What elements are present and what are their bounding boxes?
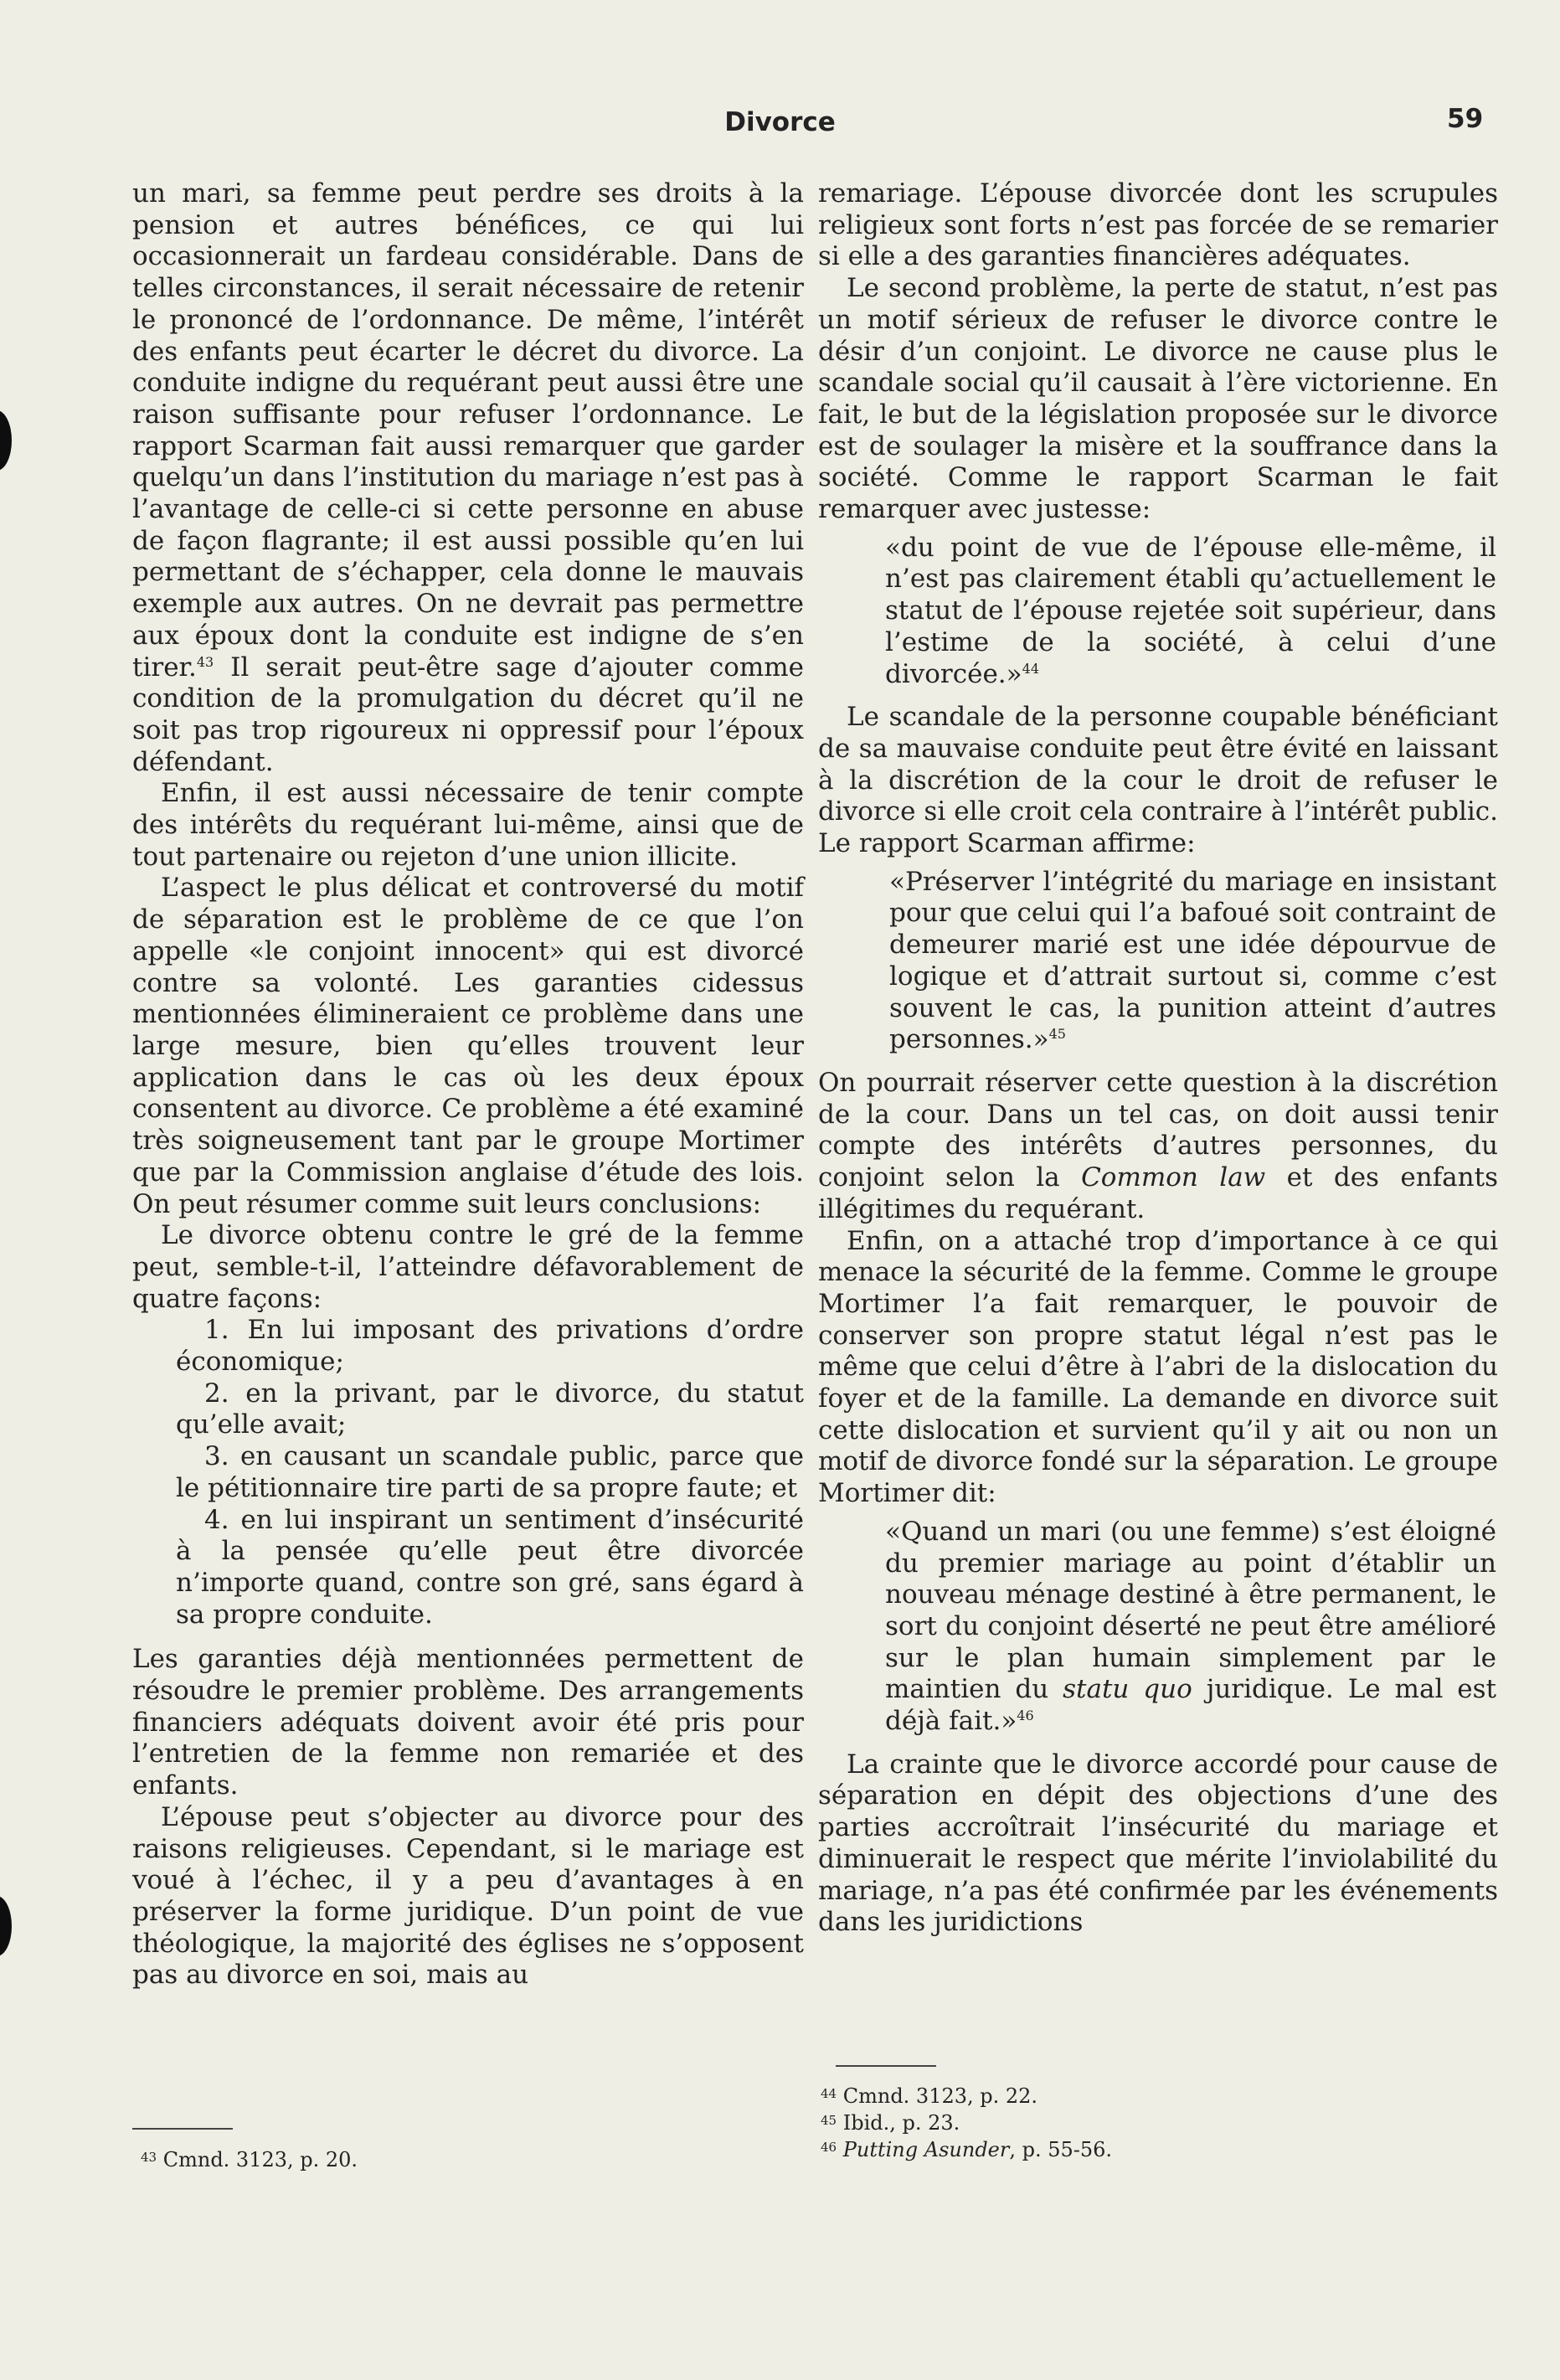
paragraph: Enfin, il est aussi nécessaire de tenir compte des intérêts du requérant lui-même, ainsi que de tout partenaire ou rejeton d’une union illicite. <box>132 778 804 872</box>
list-item: 2. en la privant, par le divorce, du statut qu’elle avait; <box>176 1378 804 1440</box>
footnote-number: 43 <box>141 2150 157 2165</box>
block-quote: «du point de vue de l’épouse elle-même, il n’est pas clairement établi qu’actuellement le statut de l’épouse rejetée soit supérieur, dans l’estime de la société, à celui d’une divorcée.»$^{44}$ <box>885 532 1496 689</box>
list-item: 4. en lui inspirant un sentiment d’insécurité à la pensée qu’elle peut être divorcée n’importe quand, contre son gré, sans égard à sa propre conduite. <box>176 1504 804 1630</box>
list-item: 3. en causant un scandale public, parce que le pétitionnaire tire parti de sa propre faute; et <box>176 1441 804 1503</box>
footnotes-right <box>821 2082 1407 2162</box>
footnote: $^{43}$ Cmnd. 3123, p. 20. <box>141 2148 358 2171</box>
list-item: 1. En lui imposant des privations d’ordre économique; <box>176 1315 804 1378</box>
paragraph: On pourrait réserver cette question à la discrétion de la cour. Dans un tel cas, on doit aussi tenir compte des intérêts d’autres personnes, du conjoint selon la Common law et des enfants illégitimes du requérant. <box>818 1067 1498 1224</box>
footnotes-left <box>141 2146 727 2172</box>
footnote-divider <box>132 2128 233 2130</box>
footnote-ref: 46 <box>1017 1708 1034 1724</box>
paragraph: un mari, sa femme peut perdre ses droits à la pension et autres bénéfices, ce qui lui occasionnerait un fardeau considérable. Dans de telles circonstances, il serait nécessaire de retenir le prononcé de l’ordonnance. De même, l’intérêt des enfants peut écarter le décret du divorce. La conduite indigne du requérant peut aussi être une raison suffisante pour refuser l’ordonnance. Le rapport Scarman fait aussi remarquer que garder quelqu’un dans l’institution du mariage n’est pas à l’avantage de celle-ci si cette personne en abuse de façon flagrante; il est aussi possible qu’en lui permettant de s’échapper, cela donne le mauvais exemple aux autres. On ne devrait pas permettre aux époux dont la conduite est indigne de s’en tirer.$^{43}$ Il serait peut-être sage d’ajouter comme condition de la promulgation du décret qu’il ne soit pas trop rigoureux ni oppressif pour l’époux défendant. <box>132 178 804 777</box>
paragraph: L’épouse peut s’objecter au divorce pour des raisons religieuses. Cependant, si le mariage est voué à l’échec, il y a peu d’avantages à en préserver la forme juridique. D’un point de vue théologique, la majorité des églises ne s’opposent pas au divorce en soi, mais au <box>132 1801 804 1991</box>
right-column <box>818 178 1498 1939</box>
footnote: $^{46}$ Putting Asunder, p. 55-56. <box>821 2138 1113 2161</box>
paragraph: Enfin, on a attaché trop d’importance à ce qui menace la sécurité de la femme. Comme le groupe Mortimer l’a fait remarquer, le pouvoir de conserver son propre statut légal n’est pas le même que celui d’être à l’abri de la dislocation du foyer et de la famille. La demande en divorce suit cette dislocation et survient qu’il y ait ou non un motif de divorce fondé sur la séparation. Le groupe Mortimer dit: <box>818 1225 1498 1509</box>
paragraph: Le divorce obtenu contre le gré de la femme peut, semble-t-il, l’atteindre défavorablement de quatre façons: <box>132 1220 804 1314</box>
footnote-ref: 43 <box>196 653 214 670</box>
footnote: $^{45}$ Ibid., p. 23. <box>821 2111 960 2135</box>
footnote-number: 46 <box>821 2140 837 2155</box>
footnote: $^{44}$ Cmnd. 3123, p. 22. <box>821 2084 1038 2108</box>
footnote-ref: 45 <box>1048 1026 1066 1043</box>
footnote-number: 44 <box>821 2086 837 2101</box>
left-column <box>132 178 804 1991</box>
footnote-number: 45 <box>821 2113 837 2128</box>
paragraph: Les garanties déjà mentionnées permettent de résoudre le premier problème. Des arrangements financiers adéquats doivent avoir été pris pour l’entretien de la femme non remariée et des enfants. <box>132 1644 804 1801</box>
footnote-divider <box>836 2065 936 2067</box>
footnote-ref: 44 <box>1022 660 1039 677</box>
running-title: Divorce <box>724 107 836 137</box>
block-quote: «Préserver l’intégrité du mariage en insistant pour que celui qui l’a bafoué soit contraint de demeurer marié est une idée dépourvue de logique et d’attrait surtout si, comme c’est souvent le cas, la punition atteint d’autres personnes.»$^{45}$ <box>889 866 1496 1055</box>
numbered-list <box>132 1315 804 1630</box>
paragraph: remariage. L’épouse divorcée dont les scrupules religieux sont forts n’est pas forcée de se remarier si elle a des garanties financières adéquates. <box>818 178 1498 272</box>
punch-hole-bottom <box>0 1896 12 1956</box>
page-number: 59 <box>1447 104 1484 134</box>
paragraph: La crainte que le divorce accordé pour cause de séparation en dépit des objections d’une des parties accroîtrait l’insécurité du mariage et diminuerait le respect que mérite l’inviolabilité du mariage, n’a pas été confirmée par les événements dans les juridictions <box>818 1749 1498 1938</box>
paragraph: Le second problème, la perte de statut, n’est pas un motif sérieux de refuser le divorce contre le désir d’un conjoint. Le divorce ne cause plus le scandale social qu’il causait à l’ère victorienne. En fait, le but de la législation proposée sur le divorce est de soulager la misère et la souffrance dans la société. Comme le rapport Scarman le fait remarquer avec justesse: <box>818 273 1498 525</box>
block-quote: «Quand un mari (ou une femme) s’est éloigné du premier mariage au point d’établir un nouveau ménage destiné à être permanent, le sort du conjoint déserté ne peut être amélioré sur le plan humain simplement par le maintien du statu quo juridique. Le mal est déjà fait.»$^{46}$ <box>885 1516 1496 1737</box>
punch-hole-top <box>0 410 12 471</box>
paragraph: Le scandale de la personne coupable bénéficiant de sa mauvaise conduite peut être évité en laissant à la discrétion de la cour le droit de refuser le divorce si elle croit cela contraire à l’intérêt public. Le rapport Scarman affirme: <box>818 702 1498 859</box>
paragraph: L’aspect le plus délicat et controversé du motif de séparation est le problème de ce que l’on appelle «le conjoint innocent» qui est divorcé contre sa volonté. Les garanties cidessus mentionnées élimineraient ce problème dans une large mesure, bien qu’elles trouvent leur application dans le cas où les deux époux consentent au divorce. Ce problème a été examiné très soigneusement tant par le groupe Mortimer que par la Commission anglaise d’étude des lois. On peut résumer comme suit leurs conclusions: <box>132 873 804 1219</box>
